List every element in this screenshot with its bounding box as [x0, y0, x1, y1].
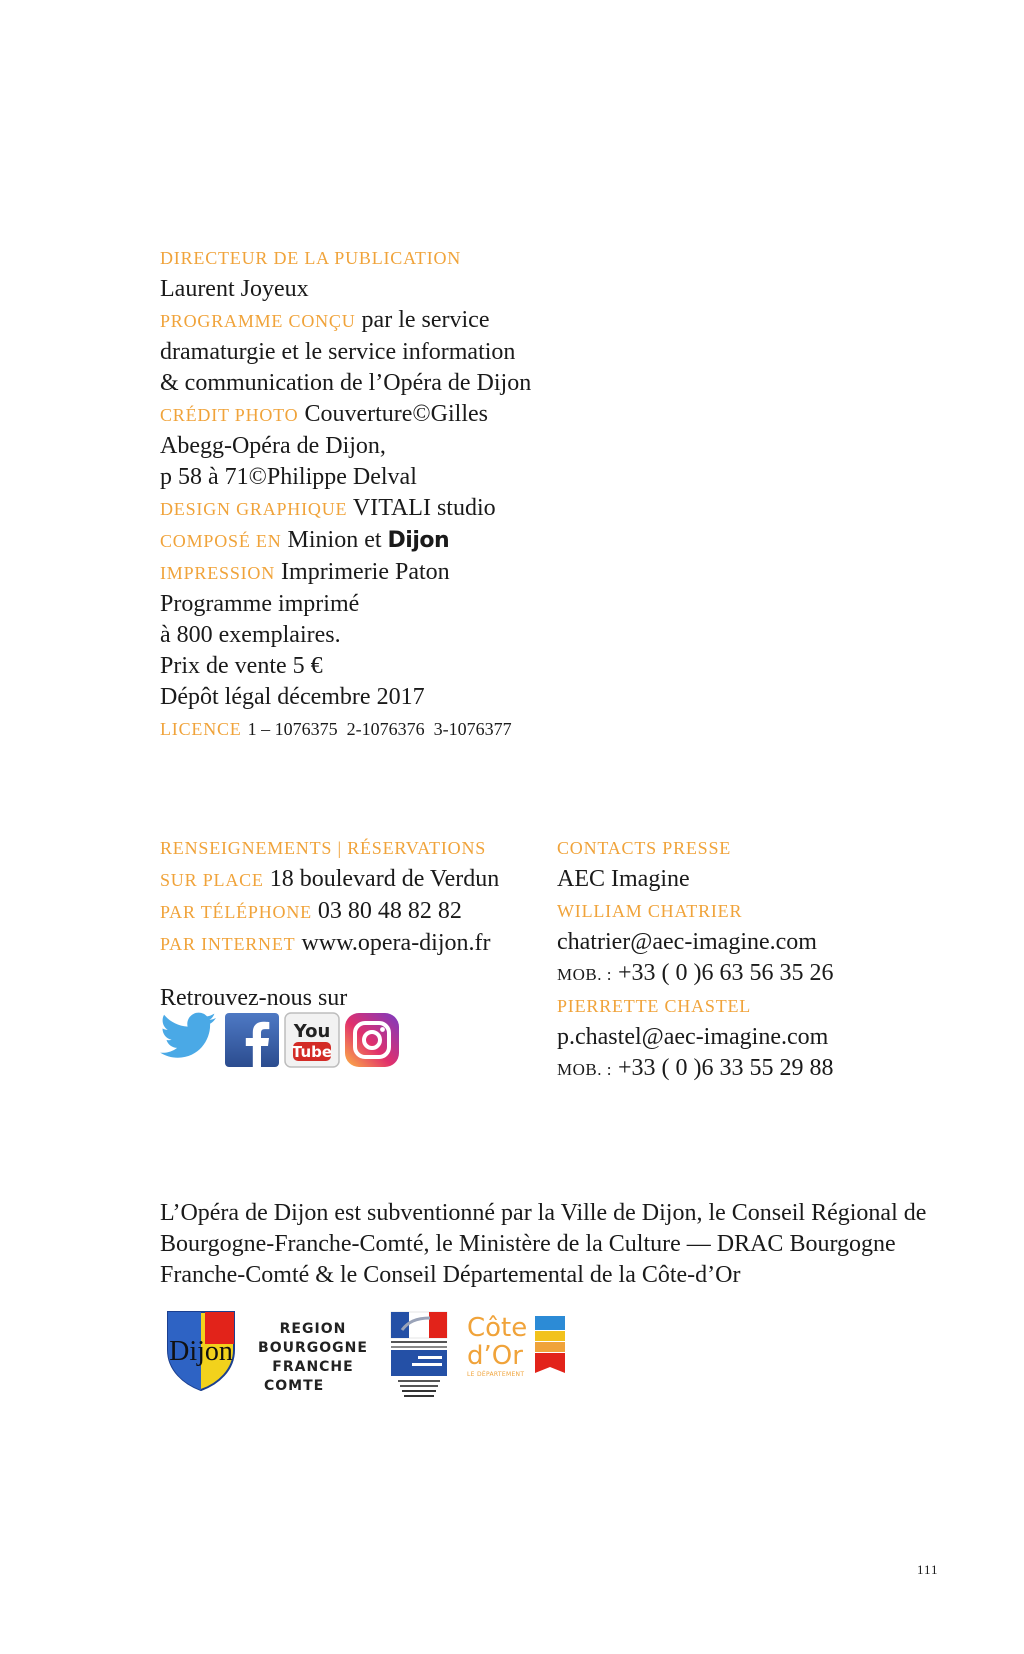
font-label: COMPOSÉ EN	[160, 531, 282, 551]
phone-label: PAR TÉLÉPHONE	[160, 902, 312, 922]
font-bold-name: Dijon	[387, 528, 450, 553]
photo-text-3: p 58 à 71©Philippe Delval	[160, 464, 417, 490]
contact2-email[interactable]: p.chastel@aec-imagine.com	[557, 1024, 829, 1050]
info-heading: RENSEIGNEMENTS | RÉSERVATIONS	[160, 838, 487, 858]
twitter-icon[interactable]	[160, 1012, 218, 1064]
press-agency: AEC Imagine	[557, 866, 690, 892]
program-text-2: dramaturgie et le service information	[160, 339, 516, 365]
contact1-name: WILLIAM CHATRIER	[557, 901, 743, 921]
region-line-4: COMTE	[264, 1378, 325, 1394]
funding-line-3: Franche-Comté & le Conseil Départemental de la Côte-d’Or	[160, 1262, 741, 1288]
place-label: SUR PLACE	[160, 870, 264, 890]
region-line-2: BOURGOGNE	[258, 1340, 368, 1356]
program-text: par le service	[361, 307, 490, 333]
youtube-icon[interactable]	[284, 1012, 340, 1068]
svg-text:Tube: Tube	[291, 1043, 333, 1061]
region-logo	[258, 1320, 368, 1396]
cote-dor-line-1: Côte	[467, 1313, 528, 1343]
legal-deposit: Dépôt légal décembre 2017	[160, 684, 425, 710]
contact2-name: PIERRETTE CHASTEL	[557, 996, 752, 1016]
cote-dor-line-3: LE DÉPARTEMENT	[467, 1371, 525, 1378]
director-name: Laurent Joyeux	[160, 276, 309, 302]
funding-line-1: L’Opéra de Dijon est subventionné par la Ville de Dijon, le Conseil Régional de	[160, 1200, 927, 1226]
cote-dor-flag-icon	[533, 1314, 567, 1376]
photo-text-2: Abegg-Opéra de Dijon,	[160, 433, 386, 459]
press-block	[557, 832, 834, 1085]
dijon-logo	[160, 1308, 242, 1394]
social-text: Retrouvez-nous sur	[160, 985, 348, 1011]
region-line-3: FRANCHE	[272, 1359, 354, 1375]
program-text-3: & communication de l’Opéra de Dijon	[160, 370, 532, 396]
funding-line-2: Bourgogne-Franche-Comté, le Ministère de la Culture — DRAC Bourgogne	[160, 1231, 896, 1257]
info-block	[160, 832, 499, 960]
print-line-2: Programme imprimé	[160, 591, 360, 617]
facebook-icon[interactable]	[224, 1012, 280, 1068]
cote-dor-logo	[467, 1314, 539, 1380]
drac-logo	[388, 1310, 450, 1400]
dijon-logo-text: Dijon	[169, 1336, 233, 1367]
svg-text:You: You	[293, 1021, 331, 1042]
director-label: DIRECTEUR DE LA PUBLICATION	[160, 248, 462, 268]
licence-text: 1 – 1076375 2-1076376 3-1076377	[247, 719, 512, 739]
phone-text: 03 80 48 82 82	[317, 898, 462, 924]
page-number: 111	[917, 1562, 939, 1577]
credits-block	[160, 242, 531, 745]
website-link[interactable]: www.opera-dijon.fr	[301, 930, 491, 956]
photo-label: CRÉDIT PHOTO	[160, 405, 299, 425]
contact1-mob: +33 ( 0 )6 63 56 35 26	[617, 960, 834, 986]
instagram-icon[interactable]	[344, 1012, 400, 1068]
funding-paragraph	[160, 1198, 950, 1291]
design-text: VITALI studio	[352, 495, 496, 521]
font-text: Minion et	[287, 527, 382, 553]
licence-label: LICENCE	[160, 719, 242, 739]
contact2-mob: +33 ( 0 )6 33 55 29 88	[617, 1055, 834, 1081]
print-line-3: à 800 exemplaires.	[160, 622, 341, 648]
internet-label: PAR INTERNET	[160, 934, 296, 954]
print-label: IMPRESSION	[160, 563, 276, 583]
cote-dor-line-2: d’Or	[467, 1341, 523, 1371]
press-heading: CONTACTS PRESSE	[557, 838, 732, 858]
price: Prix de vente 5 €	[160, 653, 323, 679]
program-label: PROGRAMME CONÇU	[160, 311, 356, 331]
print-text: Imprimerie Paton	[281, 559, 450, 585]
place-text: 18 boulevard de Verdun	[269, 866, 500, 892]
partner-logos	[160, 1308, 580, 1408]
photo-text: Couverture©Gilles	[304, 401, 488, 427]
region-line-1: REGION	[279, 1321, 347, 1337]
design-label: DESIGN GRAPHIQUE	[160, 499, 348, 519]
contact1-mob-label: MOB. :	[557, 965, 612, 984]
contact2-mob-label: MOB. :	[557, 1060, 612, 1079]
contact1-email[interactable]: chatrier@aec-imagine.com	[557, 929, 817, 955]
